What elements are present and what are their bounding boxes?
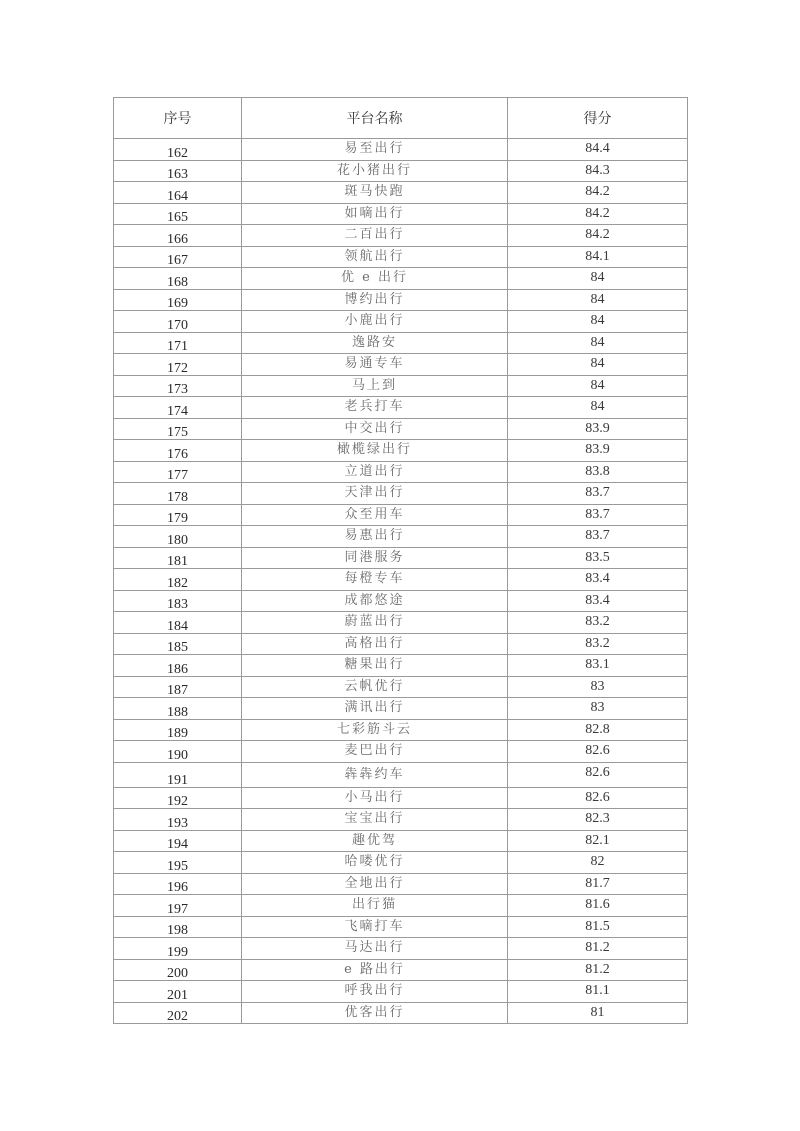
score-cell [508, 182, 688, 204]
table-row [114, 612, 688, 634]
score-value: 84.2 [585, 205, 610, 221]
score-value: 84 [590, 291, 605, 307]
row-index: 188 [167, 704, 188, 719]
score-value: 83.9 [585, 442, 610, 457]
platform-name: 糖果出行 [242, 655, 508, 677]
row-index: 177 [167, 468, 188, 483]
score-value: 84.2 [585, 227, 610, 242]
table-row [114, 719, 688, 741]
row-index: 184 [167, 618, 188, 633]
score-cell [508, 719, 688, 741]
table-row [114, 809, 688, 831]
row-index-cell [114, 332, 242, 354]
score-value: 84 [590, 356, 605, 371]
score-value: 84 [590, 270, 605, 285]
row-index-cell [114, 787, 242, 809]
score-cell [508, 375, 688, 397]
row-index: 192 [167, 794, 188, 809]
platform-name: 花小猪出行 [242, 160, 508, 182]
row-index: 198 [167, 923, 188, 938]
score-value: 82.6 [585, 789, 610, 805]
row-index-cell [114, 590, 242, 612]
score-cell [508, 852, 688, 874]
row-index-cell [114, 418, 242, 440]
platform-name: 优客出行 [242, 1002, 508, 1024]
row-index-cell [114, 440, 242, 462]
platform-name: 趣优驾 [242, 830, 508, 852]
table-row [114, 762, 688, 787]
row-index: 169 [167, 296, 188, 311]
table-row [114, 203, 688, 225]
row-index-cell [114, 809, 242, 831]
row-index: 201 [167, 987, 188, 1002]
table-row [114, 139, 688, 161]
table-row [114, 418, 688, 440]
table-row [114, 268, 688, 290]
table-row [114, 655, 688, 677]
table-row [114, 698, 688, 720]
score-value: 83.1 [585, 657, 610, 672]
table-row [114, 160, 688, 182]
score-cell [508, 289, 688, 311]
row-index-cell [114, 852, 242, 874]
row-index: 197 [167, 901, 188, 916]
score-cell [508, 612, 688, 634]
platform-name: 二百出行 [242, 225, 508, 247]
row-index: 172 [167, 360, 188, 375]
score-cell [508, 504, 688, 526]
score-value: 84.3 [585, 162, 610, 178]
score-cell [508, 418, 688, 440]
platform-name: 马上到 [242, 375, 508, 397]
score-value: 81.6 [585, 897, 610, 912]
score-cell [508, 895, 688, 917]
platform-name: 云帆优行 [242, 676, 508, 698]
table-row [114, 569, 688, 591]
score-value: 83.9 [585, 420, 610, 436]
platform-name: 小马出行 [242, 787, 508, 809]
score-cell [508, 741, 688, 763]
table-row [114, 895, 688, 917]
row-index: 166 [167, 231, 188, 246]
score-cell [508, 483, 688, 505]
platform-name: 老兵打车 [242, 397, 508, 419]
table-body [114, 139, 688, 1024]
score-value: 83 [590, 700, 605, 715]
table-row [114, 504, 688, 526]
row-index: 193 [167, 815, 188, 830]
row-index-cell [114, 676, 242, 698]
table-row [114, 289, 688, 311]
score-cell [508, 633, 688, 655]
score-value: 82.1 [585, 832, 610, 848]
row-index: 176 [167, 446, 188, 461]
row-index-cell [114, 719, 242, 741]
score-cell [508, 526, 688, 548]
score-value: 83.5 [585, 549, 610, 565]
table-row [114, 332, 688, 354]
score-cell [508, 569, 688, 591]
score-cell [508, 203, 688, 225]
row-index: 168 [167, 274, 188, 289]
row-index-cell [114, 916, 242, 938]
row-index-cell [114, 981, 242, 1003]
score-value: 82.3 [585, 811, 610, 826]
score-cell [508, 139, 688, 161]
score-value: 83.2 [585, 635, 610, 651]
platform-score-table [113, 97, 688, 1024]
row-index-cell [114, 311, 242, 333]
table-row [114, 830, 688, 852]
row-index: 170 [167, 317, 188, 332]
platform-name: 中交出行 [242, 418, 508, 440]
table-row [114, 483, 688, 505]
row-index-cell [114, 873, 242, 895]
platform-name: 高格出行 [242, 633, 508, 655]
platform-name: 犇犇约车 [242, 762, 508, 787]
header-platform-name: 平台名称 [242, 98, 508, 139]
table-row [114, 397, 688, 419]
table-row [114, 1002, 688, 1024]
row-index: 191 [167, 772, 188, 787]
platform-name: 满讯出行 [242, 698, 508, 720]
score-cell [508, 787, 688, 809]
score-cell [508, 959, 688, 981]
row-index-cell [114, 655, 242, 677]
platform-name: 出行猫 [242, 895, 508, 917]
row-index: 175 [167, 425, 188, 440]
row-index: 185 [167, 640, 188, 655]
table-row [114, 916, 688, 938]
row-index: 171 [167, 339, 188, 354]
table-row [114, 633, 688, 655]
row-index-cell [114, 397, 242, 419]
score-cell [508, 397, 688, 419]
table-row [114, 246, 688, 268]
score-value: 83.2 [585, 614, 610, 629]
table-row [114, 354, 688, 376]
row-index-cell [114, 268, 242, 290]
table-row [114, 676, 688, 698]
score-value: 83.4 [585, 592, 610, 608]
table-row [114, 981, 688, 1003]
score-value: 83 [590, 678, 605, 694]
table-row [114, 440, 688, 462]
row-index-cell [114, 375, 242, 397]
row-index-cell [114, 612, 242, 634]
table-row [114, 590, 688, 612]
platform-name: 橄榄绿出行 [242, 440, 508, 462]
score-value: 84 [590, 377, 605, 393]
platform-name: 七彩筋斗云 [242, 719, 508, 741]
score-value: 82 [590, 854, 605, 869]
score-value: 84.4 [585, 141, 610, 156]
table-row [114, 375, 688, 397]
score-cell [508, 938, 688, 960]
platform-name: 每橙专车 [242, 569, 508, 591]
score-cell [508, 246, 688, 268]
platform-name: 易至出行 [242, 139, 508, 161]
score-value: 82.8 [585, 721, 610, 737]
platform-name: 众至用车 [242, 504, 508, 526]
score-cell [508, 547, 688, 569]
table-row [114, 787, 688, 809]
score-value: 83.8 [585, 463, 610, 479]
row-index: 163 [167, 167, 188, 182]
row-index-cell [114, 182, 242, 204]
platform-name: 马达出行 [242, 938, 508, 960]
score-value: 81.2 [585, 940, 610, 955]
row-index: 180 [167, 532, 188, 547]
platform-name: 天津出行 [242, 483, 508, 505]
platform-name: 博约出行 [242, 289, 508, 311]
score-cell [508, 268, 688, 290]
score-cell [508, 590, 688, 612]
row-index: 190 [167, 747, 188, 762]
row-index: 162 [167, 145, 188, 160]
score-value: 83.7 [585, 528, 610, 543]
row-index-cell [114, 938, 242, 960]
table-header-row [114, 98, 688, 139]
platform-name: 飞嘀打车 [242, 916, 508, 938]
platform-name: 斑马快跑 [242, 182, 508, 204]
row-index-cell [114, 526, 242, 548]
row-index-cell [114, 461, 242, 483]
platform-name: 同港服务 [242, 547, 508, 569]
platform-name: 逸路安 [242, 332, 508, 354]
table-row [114, 959, 688, 981]
platform-name: 立道出行 [242, 461, 508, 483]
row-index-cell [114, 698, 242, 720]
table-row [114, 225, 688, 247]
platform-name: 宝宝出行 [242, 809, 508, 831]
row-index-cell [114, 203, 242, 225]
score-value: 81.1 [585, 983, 610, 998]
score-cell [508, 981, 688, 1003]
row-index: 202 [167, 1009, 188, 1024]
table-row [114, 938, 688, 960]
platform-name: 全地出行 [242, 873, 508, 895]
row-index: 183 [167, 597, 188, 612]
platform-name: 蔚蓝出行 [242, 612, 508, 634]
row-index: 178 [167, 489, 188, 504]
platform-name: 成都悠途 [242, 590, 508, 612]
table-row [114, 852, 688, 874]
row-index-cell [114, 354, 242, 376]
score-cell [508, 809, 688, 831]
score-cell [508, 311, 688, 333]
score-cell [508, 676, 688, 698]
table-row [114, 461, 688, 483]
score-value: 84 [590, 399, 605, 414]
score-value: 83.4 [585, 571, 610, 586]
row-index-cell [114, 160, 242, 182]
score-value: 84 [590, 334, 605, 350]
row-index: 174 [167, 403, 188, 418]
score-cell [508, 762, 688, 787]
row-index: 189 [167, 726, 188, 741]
platform-name: e 路出行 [242, 959, 508, 981]
score-value: 81.7 [585, 875, 610, 891]
platform-name: 优 e 出行 [242, 268, 508, 290]
row-index: 195 [167, 858, 188, 873]
table-row [114, 311, 688, 333]
score-value: 84 [590, 313, 605, 328]
score-value: 84.2 [585, 184, 610, 199]
row-index: 173 [167, 382, 188, 397]
platform-name: 小鹿出行 [242, 311, 508, 333]
score-value: 81 [590, 1004, 605, 1020]
row-index-cell [114, 830, 242, 852]
header-index: 序号 [114, 98, 242, 139]
row-index-cell [114, 633, 242, 655]
table-row [114, 526, 688, 548]
score-cell [508, 698, 688, 720]
score-cell [508, 332, 688, 354]
score-value: 81.2 [585, 961, 610, 977]
platform-name: 呼我出行 [242, 981, 508, 1003]
row-index: 187 [167, 683, 188, 698]
row-index: 200 [167, 966, 188, 981]
row-index: 167 [167, 253, 188, 268]
score-value: 83.7 [585, 506, 610, 522]
row-index-cell [114, 547, 242, 569]
row-index-cell [114, 1002, 242, 1024]
row-index-cell [114, 289, 242, 311]
row-index-cell [114, 225, 242, 247]
platform-name: 如嘀出行 [242, 203, 508, 225]
table-row [114, 873, 688, 895]
score-cell [508, 440, 688, 462]
row-index-cell [114, 569, 242, 591]
score-cell [508, 655, 688, 677]
row-index-cell [114, 246, 242, 268]
row-index-cell [114, 483, 242, 505]
row-index-cell [114, 895, 242, 917]
score-cell [508, 160, 688, 182]
row-index-cell [114, 139, 242, 161]
score-cell [508, 354, 688, 376]
row-index: 182 [167, 575, 188, 590]
score-value: 84.1 [585, 248, 610, 264]
row-index-cell [114, 959, 242, 981]
table-row [114, 547, 688, 569]
row-index: 165 [167, 210, 188, 225]
header-score: 得分 [508, 98, 688, 139]
score-cell [508, 461, 688, 483]
platform-name: 易通专车 [242, 354, 508, 376]
platform-name: 麦巴出行 [242, 741, 508, 763]
score-cell [508, 873, 688, 895]
score-value: 83.7 [585, 485, 610, 500]
score-value: 82.6 [585, 743, 610, 758]
table-row [114, 182, 688, 204]
row-index: 181 [167, 554, 188, 569]
table-row [114, 741, 688, 763]
row-index: 164 [167, 188, 188, 203]
score-value: 82.6 [585, 764, 610, 780]
row-index: 199 [167, 944, 188, 959]
score-cell [508, 830, 688, 852]
row-index-cell [114, 504, 242, 526]
platform-name: 领航出行 [242, 246, 508, 268]
row-index: 186 [167, 661, 188, 676]
platform-name: 易惠出行 [242, 526, 508, 548]
row-index-cell [114, 762, 242, 787]
row-index-cell [114, 741, 242, 763]
score-cell [508, 1002, 688, 1024]
row-index: 194 [167, 837, 188, 852]
score-cell [508, 916, 688, 938]
row-index: 179 [167, 511, 188, 526]
score-cell [508, 225, 688, 247]
score-value: 81.5 [585, 918, 610, 934]
row-index: 196 [167, 880, 188, 895]
platform-name: 哈喽优行 [242, 852, 508, 874]
